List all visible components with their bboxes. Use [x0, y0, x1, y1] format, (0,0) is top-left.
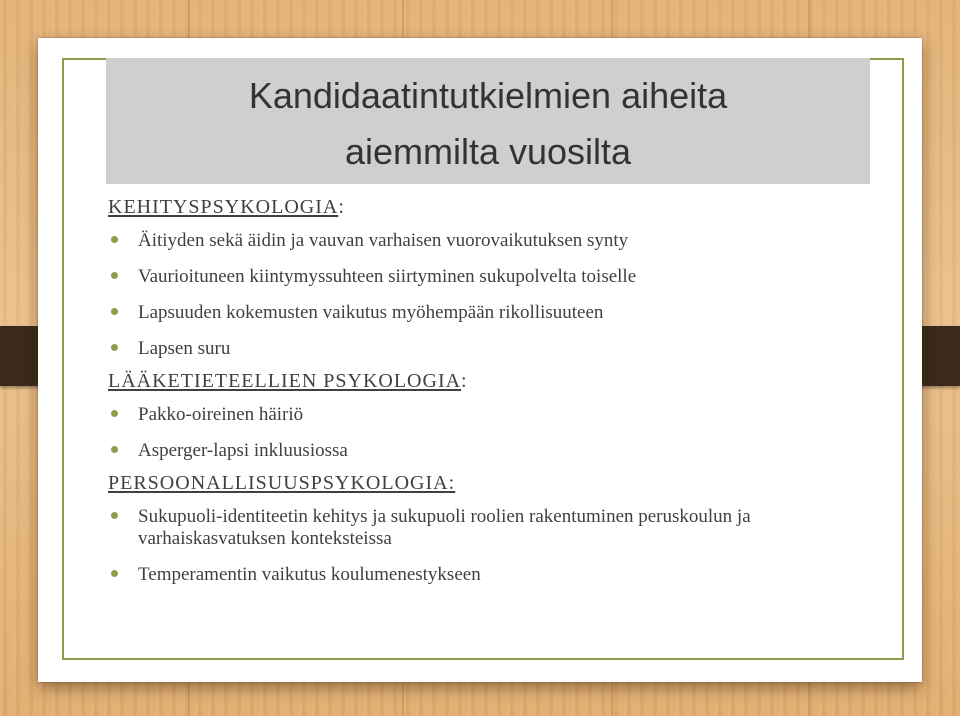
bullet-dot-icon	[111, 512, 118, 519]
section-heading-text: KEHITYSPSYKOLOGIA	[108, 196, 339, 218]
bullet-dot-icon	[111, 344, 118, 351]
list-item-text: Pakko-oireinen häiriö	[138, 404, 304, 425]
slide-title	[106, 58, 870, 180]
topic-list-kehityspsykologia	[108, 230, 868, 360]
section-heading-text: PERSOONALLISUUSPSYKOLOGIA:	[108, 472, 456, 494]
list-item-text: Temperamentin vaikutus koulumenestykseen	[138, 564, 481, 585]
section-heading-persoonallisuuspsykologia	[108, 470, 868, 506]
title-bar	[106, 58, 870, 184]
bullet-dot-icon	[111, 570, 118, 577]
list-item-text: Sukupuoli-identiteetin kehitys ja sukupuoli roolien rakentuminen peruskoulun ja varhaiskasvatuksen konteksteissa	[138, 506, 751, 549]
list-item	[108, 564, 868, 586]
section-heading-colon: :	[338, 196, 345, 218]
bullet-dot-icon	[111, 410, 118, 417]
list-item	[108, 404, 868, 426]
section-heading-kehityspsykologia	[108, 194, 868, 230]
topic-list-laaketieteellinen-psykologia	[108, 404, 868, 462]
list-item	[108, 266, 868, 288]
list-item-text: Lapsuuden kokemusten vaikutus myöhempään rikollisuuteen	[138, 302, 604, 323]
bullet-dot-icon	[111, 272, 118, 279]
list-item	[108, 302, 868, 324]
list-item-text: Vaurioituneen kiintymyssuhteen siirtyminen sukupolvelta toiselle	[138, 266, 637, 287]
section-heading-laaketieteellinen-psykologia	[108, 368, 868, 404]
list-item	[108, 506, 868, 550]
slide-card	[38, 38, 922, 682]
bullet-dot-icon	[111, 308, 118, 315]
list-item-text: Lapsen suru	[138, 338, 231, 359]
section-heading-text: LÄÄKETIETEELLIEN PSYKOLOGIA	[108, 370, 462, 392]
title-line-1: Kandidaatintutkielmien aiheita	[248, 75, 728, 116]
list-item-text: Asperger-lapsi inkluusiossa	[138, 440, 348, 461]
slide-content	[108, 194, 868, 600]
list-item	[108, 230, 868, 252]
bullet-dot-icon	[111, 236, 118, 243]
section-heading-colon: :	[461, 370, 468, 392]
list-item	[108, 440, 868, 462]
list-item	[108, 338, 868, 360]
list-item-text: Äitiyden sekä äidin ja vauvan varhaisen vuorovaikutuksen synty	[138, 230, 629, 251]
topic-list-persoonallisuuspsykologia	[108, 506, 868, 586]
bullet-dot-icon	[111, 446, 118, 453]
title-line-2: aiemmilta vuosilta	[344, 131, 632, 172]
